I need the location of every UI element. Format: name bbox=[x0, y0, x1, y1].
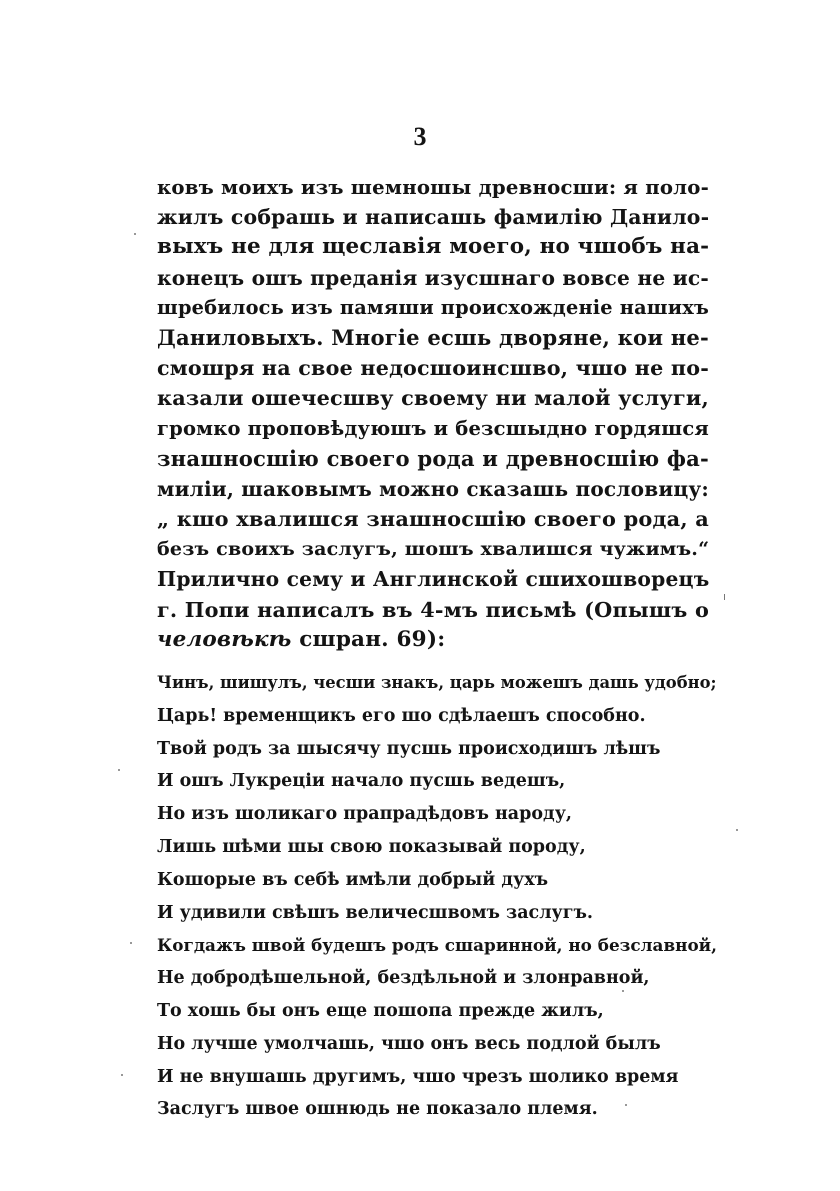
prose-line: конецъ ошъ преданія изусшнаго вовсе не ис- bbox=[157, 265, 709, 290]
paper-speck bbox=[118, 769, 120, 771]
paper-speck bbox=[736, 829, 738, 831]
prose-line: безъ своихъ заслугъ, шошъ хвалишся чужимъ.“ bbox=[157, 538, 710, 561]
verse-line: Не добродѣшельной, бездѣльной и злонравной, bbox=[157, 968, 650, 989]
verse-line: То хошь бы онъ еще пошопа прежде жилъ, bbox=[157, 1000, 604, 1021]
verse-line: Когдажъ швой будешъ родъ сшаринной, но безславной, bbox=[157, 935, 718, 956]
citation-rest: сшран. 69): bbox=[291, 626, 446, 652]
prose-block bbox=[157, 172, 709, 655]
prose-line: шребилось изъ памяши происхожденіе нашихъ bbox=[157, 295, 709, 319]
prose-last-line bbox=[157, 625, 709, 655]
verse-line: Заслугъ швое ошнюдь не показало племя. bbox=[157, 1099, 598, 1120]
verse-line: Кошорые въ себѣ имѣли добрый духъ bbox=[157, 869, 549, 890]
verse-line: Но лучше умолчашь, чшо онъ весь подлой былъ bbox=[157, 1033, 661, 1054]
prose-line: ковъ моихъ изъ шемношы древносши: я поло- bbox=[157, 175, 709, 199]
verse-line: И не внушашь другимъ, чшо чрезъ шолико время bbox=[157, 1066, 679, 1087]
prose-line: миліи, шаковымъ можно сказашь пословицу: bbox=[157, 476, 709, 501]
paper-speck bbox=[130, 942, 132, 944]
prose-line: Прилично сему и Англинской сшихошворецъ bbox=[157, 567, 710, 592]
prose-line: знашносшію своего рода и древносшію фа- bbox=[157, 445, 709, 471]
prose-line: Даниловыхъ. Многіе есшь дворяне, кои не- bbox=[157, 324, 709, 350]
verse-line: Чинъ, шишулъ, чесши знакъ, царь можешъ дашь удобно; bbox=[157, 673, 717, 692]
prose-line: „ кшо хвалишся знашносшію своего рода, а bbox=[157, 506, 709, 532]
prose-line: громко проповѣдуюшъ и безсшыдно гордяшся bbox=[157, 416, 709, 440]
prose-line: г. Попи написалъ въ 4-мъ письмѣ (Опышъ о bbox=[157, 596, 709, 622]
paper-speck bbox=[134, 233, 136, 235]
prose-line: выхъ не для щеславія моего, но чшобъ на- bbox=[157, 234, 710, 260]
verse-line: Лишь шѣми шы свою показывай породу, bbox=[157, 836, 586, 857]
verse-line: Твой родъ за шысячу пусшь происходишъ лѣшъ bbox=[157, 738, 661, 759]
verse-line: И ошъ Лукреціи начало пусшь ведешъ, bbox=[157, 771, 566, 792]
prose-line: смошря на свое недосшоинсшво, чшо не по- bbox=[157, 356, 709, 381]
verse-block bbox=[157, 667, 717, 1126]
page-number: 3 bbox=[413, 122, 427, 151]
paper-speck bbox=[625, 1104, 627, 1106]
verse-line: И удивили свѣшъ величесшвомъ заслугъ. bbox=[157, 902, 593, 923]
paper-speck bbox=[121, 1074, 123, 1076]
verse-line: Царь! временщикъ его шо сдѣлаешъ способно. bbox=[157, 705, 646, 726]
paper-speck bbox=[622, 990, 624, 992]
paper-speck bbox=[724, 594, 725, 600]
verse-line: Но изъ шоликаго прапрадѣдовъ народу, bbox=[157, 804, 572, 825]
citation-italic: человѣкѣ bbox=[157, 626, 292, 652]
prose-line: казали ошечесшву своему ни малой услуги, bbox=[157, 385, 709, 411]
prose-line: жилъ собрашь и написашь фамилію Данило- bbox=[157, 205, 710, 230]
